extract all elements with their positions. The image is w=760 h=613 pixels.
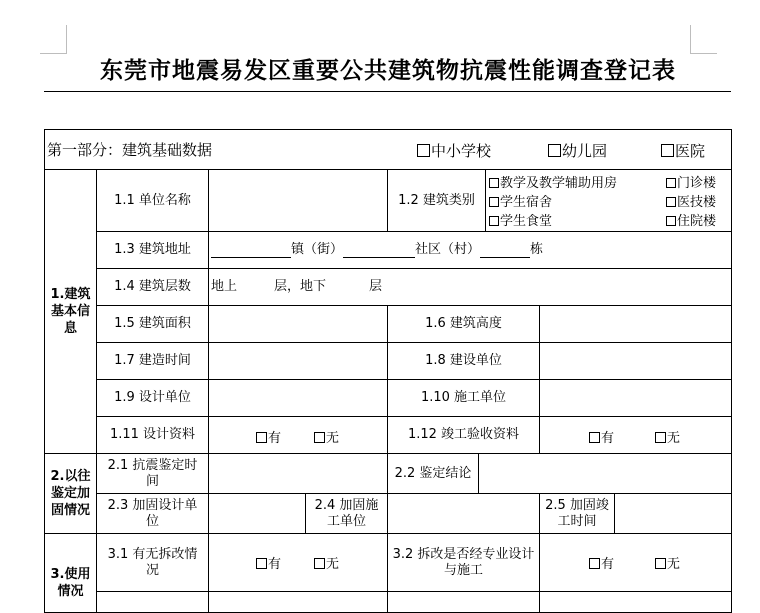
option-hospital[interactable] (661, 140, 705, 161)
option-dormitory[interactable]: 学生宿舍 (489, 191, 552, 210)
field-acceptance-docs (539, 416, 732, 454)
option-label: 中小学校 (431, 142, 492, 160)
alteration-professional-yes[interactable]: 有 (589, 553, 614, 572)
page-corner-mark-right (690, 25, 717, 54)
checkbox-icon[interactable] (314, 432, 325, 443)
section3-label-cell (44, 533, 97, 613)
field-unit-name[interactable] (208, 169, 388, 232)
alterations-yes[interactable]: 有 (256, 553, 281, 572)
label-address: 1.3 建筑地址 (96, 231, 209, 269)
field-developer[interactable] (539, 342, 732, 380)
label-building-category: 1.2 建筑类别 (387, 169, 486, 232)
part1-heading: 第一部分：建筑基础数据 (47, 140, 213, 159)
section3-label: 3.使用情况 (50, 567, 91, 599)
label-design-docs: 1.11 设计资料 (96, 416, 209, 454)
part1-header-row (44, 129, 732, 170)
label-floors: 1.4 建筑层数 (96, 268, 209, 306)
option-label: 幼儿园 (562, 142, 608, 160)
next-row-field-a (208, 591, 388, 613)
field-height[interactable] (539, 305, 732, 343)
checkbox-icon[interactable] (666, 197, 676, 207)
next-row-field-c (539, 591, 732, 613)
label-unit-name: 1.1 单位名称 (96, 169, 209, 232)
label-alterations: 3.1 有无拆改情况 (96, 533, 209, 592)
checkbox-icon[interactable] (666, 216, 676, 226)
checkbox-icon[interactable] (655, 432, 666, 443)
design-docs-no[interactable]: 无 (314, 427, 339, 446)
label-height: 1.6 建筑高度 (387, 305, 540, 343)
label-design-unit: 1.9 设计单位 (96, 379, 209, 417)
field-build-time[interactable] (208, 342, 388, 380)
checkbox-icon[interactable] (489, 216, 499, 226)
option-outpatient[interactable]: 门诊楼 (666, 172, 716, 191)
field-seismic-eval-time[interactable] (208, 453, 388, 494)
label-build-time: 1.7 建造时间 (96, 342, 209, 380)
section1-label: 1.建筑基本信息 (50, 287, 91, 336)
checkbox-icon[interactable] (256, 558, 267, 569)
next-row-field-b (387, 591, 540, 613)
field-reinforce-completion-time[interactable] (614, 493, 732, 534)
checkbox-icon[interactable] (666, 178, 676, 188)
checkbox-icon[interactable] (655, 558, 666, 569)
field-alteration-professional (539, 533, 732, 592)
checkbox-icon[interactable] (661, 144, 674, 157)
field-construction-unit[interactable] (539, 379, 732, 417)
label-construction-unit: 1.10 施工单位 (387, 379, 540, 417)
field-design-unit[interactable] (208, 379, 388, 417)
section2-label-cell (44, 453, 97, 534)
field-address[interactable]: 镇（街） 社区（村） 栋 (208, 231, 732, 269)
option-canteen[interactable]: 学生食堂 (489, 210, 552, 229)
option-kindergarten[interactable] (548, 140, 607, 161)
option-inpatient[interactable]: 住院楼 (666, 210, 716, 229)
label-seismic-eval-time: 2.1 抗震鉴定时间 (96, 453, 209, 494)
field-floors[interactable]: 地上 层，地下 层 (208, 268, 732, 306)
form-title: 东莞市地震易发区重要公共建筑物抗震性能调查登记表 (100, 57, 676, 84)
checkbox-icon[interactable] (417, 144, 430, 157)
field-area[interactable] (208, 305, 388, 343)
label-alteration-professional: 3.2 拆改是否经专业设计与施工 (387, 533, 540, 592)
acceptance-docs-yes[interactable]: 有 (589, 427, 614, 446)
label-reinforce-completion-time: 2.5 加固竣工时间 (539, 493, 615, 534)
option-medical-tech[interactable]: 医技楼 (666, 191, 716, 210)
checkbox-icon[interactable] (256, 432, 267, 443)
field-eval-conclusion[interactable] (478, 453, 732, 494)
option-primary-school[interactable] (417, 140, 491, 161)
field-reinforce-construction-unit[interactable] (387, 493, 540, 534)
field-design-docs (208, 416, 388, 454)
section1-label-cell (44, 169, 97, 454)
label-area: 1.5 建筑面积 (96, 305, 209, 343)
checkbox-icon[interactable] (589, 558, 600, 569)
label-developer: 1.8 建设单位 (387, 342, 540, 380)
checkbox-icon[interactable] (548, 144, 561, 157)
design-docs-yes[interactable]: 有 (256, 427, 281, 446)
field-alterations (208, 533, 388, 592)
title-underline (44, 91, 731, 92)
checkbox-icon[interactable] (489, 197, 499, 207)
checkbox-icon[interactable] (314, 558, 325, 569)
field-reinforce-design-unit[interactable] (208, 493, 306, 534)
option-label: 医院 (675, 142, 706, 160)
next-row-label (96, 591, 209, 613)
label-acceptance-docs: 1.12 竣工验收资料 (387, 416, 540, 454)
checkbox-icon[interactable] (489, 178, 499, 188)
page-corner-mark-left (40, 25, 67, 54)
section2-label: 2.以往鉴定加固情况 (50, 469, 91, 518)
label-reinforce-design-unit: 2.3 加固设计单位 (96, 493, 209, 534)
acceptance-docs-no[interactable]: 无 (655, 427, 680, 446)
alteration-professional-no[interactable]: 无 (655, 553, 680, 572)
label-eval-conclusion: 2.2 鉴定结论 (387, 453, 479, 494)
option-teaching-building[interactable]: 教学及教学辅助用房 (489, 172, 617, 191)
alterations-no[interactable]: 无 (314, 553, 339, 572)
label-reinforce-construction-unit: 2.4 加固施工单位 (305, 493, 388, 534)
checkbox-icon[interactable] (589, 432, 600, 443)
